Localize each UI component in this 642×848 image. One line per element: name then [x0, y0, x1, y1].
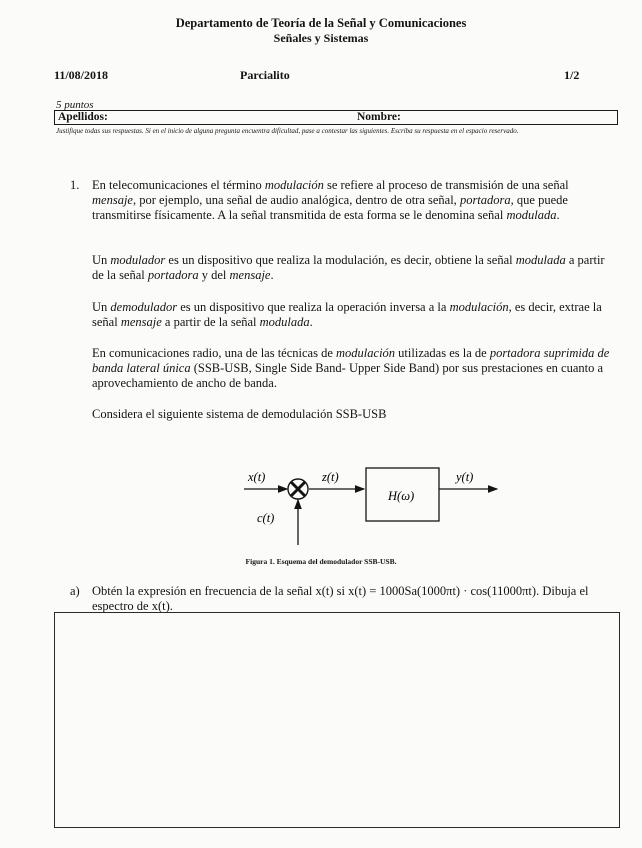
- paragraph-modulator: Un modulador es un dispositivo que realiza la modulación, es decir, obtiene la señal modulada a partir de la señal portadora y del mensaje.: [92, 253, 605, 282]
- output-label: y(t): [456, 470, 474, 484]
- student-name-box[interactable]: [54, 110, 618, 125]
- subquestion-text: Obtén la expresión en frecuencia de la señal x(t) si x(t) = 1000Sa(1000πt) · cos(11000πt). Dibuja el espectro de x(t).: [92, 584, 589, 613]
- paragraph-demodulator: Un demodulador es un dispositivo que realiza la operación inversa a la modulación, es decir, extrae la señal mensaje a partir de la señal modulada.: [92, 300, 602, 329]
- mixed-label: z(t): [322, 470, 339, 484]
- question-number: 1.: [70, 178, 80, 192]
- filter-label: H(ω): [388, 489, 415, 503]
- page-number: 1/2: [564, 68, 580, 82]
- instructions: Justifique todas sus respuestas. Si en el inicio de alguna pregunta encuentra dificultad, pase a contestar las siguientes. Escriba su respuesta en el espacio reservado.: [56, 127, 519, 135]
- exam-date: 11/08/2018: [54, 68, 109, 82]
- carrier-label: c(t): [257, 511, 275, 525]
- input-label: x(t): [248, 470, 266, 484]
- surname-label: Apellidos:: [58, 111, 108, 123]
- course-title: Señales y Sistemas: [273, 31, 369, 45]
- demodulator-diagram: [0, 440, 642, 555]
- name-label: Nombre:: [357, 111, 401, 123]
- paragraph-consider: Considera el siguiente sistema de demodulación SSB-USB: [92, 407, 387, 421]
- answer-box[interactable]: [54, 612, 620, 828]
- exam-title: Parcialito: [240, 68, 290, 82]
- paragraph-modulation: En telecomunicaciones el término modulación se refiere al proceso de transmisión de una señal mensaje, por ejemplo, una señal de audio analógica, dentro de otra señal, portadora, que puede transmitirse físicamente. A la señal transmitida de esta forma se le denomina señal modulada.: [92, 178, 569, 222]
- points-label: 5 puntos: [56, 99, 94, 111]
- subquestion-label: a): [70, 584, 80, 598]
- department-title: Departamento de Teoría de la Señal y Comunicaciones: [175, 16, 467, 30]
- paragraph-ssb: En comunicaciones radio, una de las técnicas de modulación utilizadas es la de portadora suprimida de banda lateral única (SSB-USB, Single Side Band- Upper Side Band) por sus prestaciones en cuanto a aprovechamiento de ancho de banda.: [92, 346, 610, 390]
- figure-caption: Figura 1. Esquema del demodulador SSB-USB.: [245, 557, 397, 566]
